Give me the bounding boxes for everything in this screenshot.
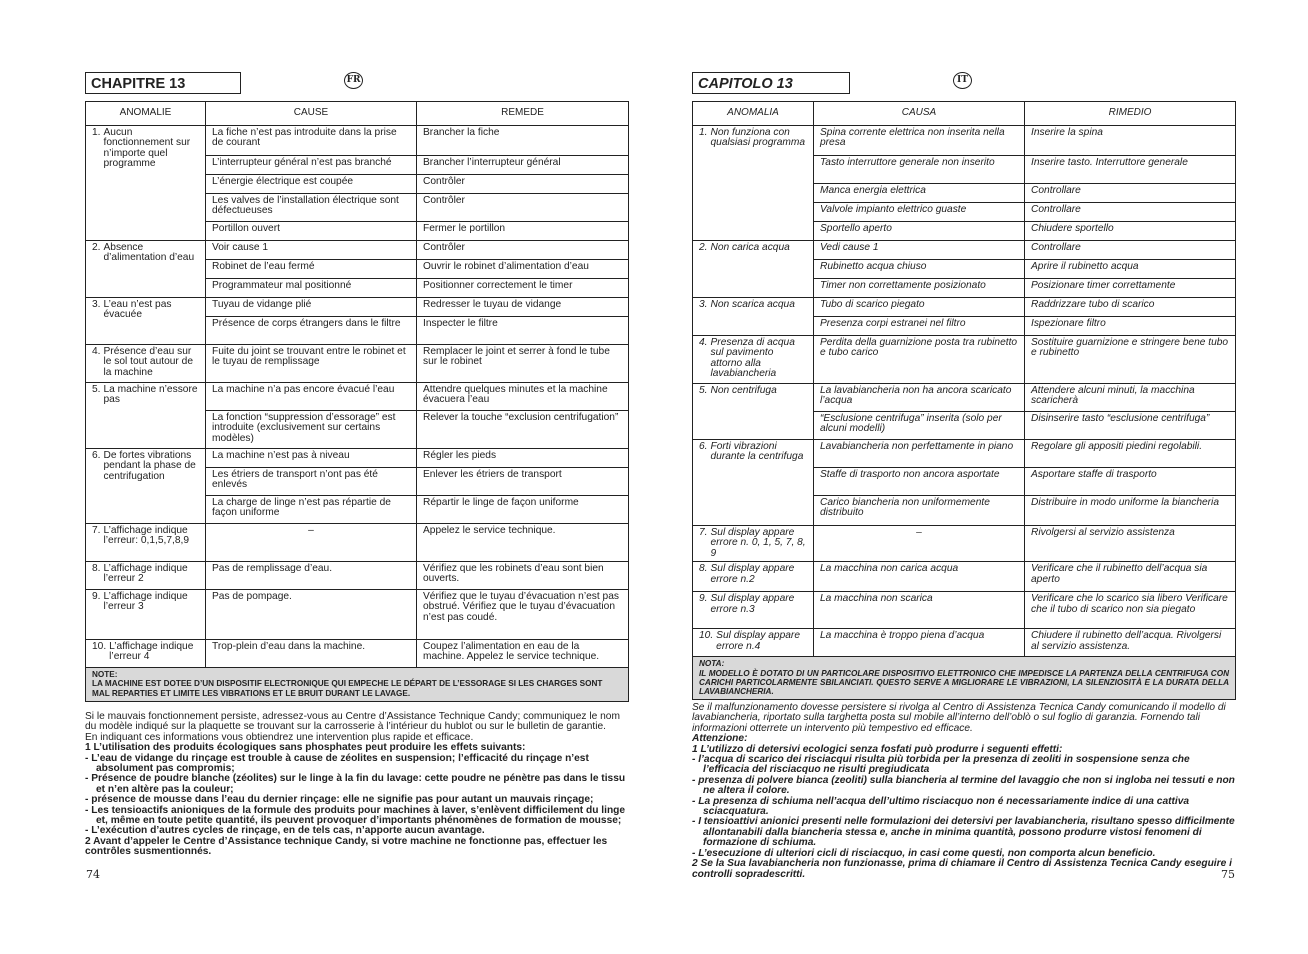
anomaly-label: Non scarica acqua bbox=[710, 299, 795, 310]
remedy-cell: Inserire tasto. Interruttore generale bbox=[1025, 156, 1236, 184]
remedy-cell: Controllare bbox=[1025, 241, 1236, 260]
troubleshooting-table bbox=[692, 101, 1236, 700]
cause-cell: “Esclusione centrifuga” inserita (solo per alcuni modelli) bbox=[814, 412, 1025, 440]
anomaly-label: L’affichage indique l’erreur: 0,1,5,7,8,9 bbox=[103, 525, 190, 547]
remedy-cell: Verificare che lo scarico sia libero Verificare che il tubo di scarico non sia piegato bbox=[1025, 592, 1236, 629]
note-row bbox=[693, 657, 1236, 700]
cause-cell: La fiche n’est pas introduite dans la prise de courant bbox=[206, 126, 417, 156]
remedy-cell: Ispezionare filtro bbox=[1025, 317, 1236, 336]
chapter-title: CAPITOLO 13 bbox=[692, 72, 850, 94]
paragraph: Si le mauvais fonctionnement persiste, adressez-vous au Centre d’Assistance Technique Candy; communiquez le nom du modèle indiqué sur la plaquette se trouvant sur la carrosserie à l’intérieur du hublot ou sur le bulletin de garantie. bbox=[85, 711, 620, 733]
paragraph: - L’eau de vidange du rinçage est trouble à cause de zéolites en suspension; l’efficacité du rinçage n’est absolument pas compromis; bbox=[85, 752, 589, 775]
cause-cell: Spina corrente elettrica non inserita nella presa bbox=[814, 126, 1025, 156]
anomaly-label: L’affichage indique l’erreur 2 bbox=[103, 563, 188, 585]
anomaly-label: L’affichage indique l’erreur 3 bbox=[103, 591, 188, 613]
anomaly-label: Non funziona con qualsiasi programma bbox=[710, 127, 806, 149]
table-row bbox=[86, 383, 629, 411]
anomaly-label: La machine n’essore pas bbox=[103, 384, 198, 406]
cause-cell: Perdita della guarnizione posta tra rubinetto e tubo carico bbox=[814, 336, 1025, 384]
header-cause: CAUSA bbox=[814, 102, 1025, 126]
cause-cell: La macchina non scarica bbox=[814, 592, 1025, 629]
paragraph: - l’acqua di scarico dei risciacqui risulta più torbida per la presenza di zeoliti in sospensione senza che l’efficacia del risciacquo ne risulti pregiudicata bbox=[692, 754, 1190, 776]
cause-cell: Valvole impianto elettrico guaste bbox=[814, 203, 1025, 222]
remedy-cell: Contrôler bbox=[417, 241, 629, 260]
table-row bbox=[86, 126, 629, 156]
cause-cell: La fonction “suppression d’essorage” est introduite (exclusivement sur certains modèles) bbox=[206, 411, 417, 449]
paragraph: Attenzione: bbox=[692, 733, 748, 745]
remedy-cell: Aprire il rubinetto acqua bbox=[1025, 260, 1236, 279]
cause-cell: Fuite du joint se trouvant entre le robinet et le tuyau de remplissage bbox=[206, 345, 417, 383]
cause-cell: La machine n’a pas encore évacué l’eau bbox=[206, 383, 417, 411]
anomaly-number: 9. bbox=[92, 591, 101, 602]
page-number: 74 bbox=[86, 868, 100, 881]
remedy-cell: Remplacer le joint et serrer à fond le tube sur le robinet bbox=[417, 345, 629, 383]
remedy-cell: Regolare gli appositi piedini regolabili. bbox=[1025, 440, 1236, 468]
paragraph: - I tensioattivi anionici presenti nelle formulazioni dei detersivi per lavabiancheria, risultano spesso difficilmente allontanabili dalla biancheria stessa e, anche in minima quantità, possono produrre vistosi fenomeni di formazione di schiuma. bbox=[692, 816, 1235, 849]
paragraph: 1 L’utilisation des produits écologiques sans phosphates peut produire les effets suivants: bbox=[85, 742, 526, 754]
anomaly-cell bbox=[693, 384, 814, 440]
anomaly-cell bbox=[86, 640, 206, 668]
remedy-cell: Distribuire in modo uniforme la biancheria bbox=[1025, 496, 1236, 526]
remedy-cell: Brancher l’interrupteur général bbox=[417, 156, 629, 175]
cause-cell: La macchina è troppo piena d’acqua bbox=[814, 629, 1025, 657]
anomaly-cell bbox=[86, 562, 206, 590]
anomaly-label: Sul display appare errore n.4 bbox=[716, 630, 800, 652]
remedy-cell: Chiudere sportello bbox=[1025, 222, 1236, 241]
anomaly-number: 8. bbox=[699, 563, 708, 575]
table-row bbox=[86, 241, 629, 260]
cause-cell: Tubo di scarico piegato bbox=[814, 298, 1025, 317]
remedy-cell: Contrôler bbox=[417, 175, 629, 194]
cause-cell: – bbox=[814, 526, 1025, 562]
anomaly-cell bbox=[693, 526, 814, 562]
header-remedy: RIMEDIO bbox=[1025, 102, 1236, 126]
anomaly-cell bbox=[693, 440, 814, 526]
remedy-cell: Redresser le tuyau de vidange bbox=[417, 298, 629, 317]
remedy-cell: Enlever les étriers de transport bbox=[417, 468, 629, 496]
remedy-cell: Asportare staffe di trasporto bbox=[1025, 468, 1236, 496]
anomaly-number: 10. bbox=[92, 641, 107, 652]
cause-cell: La lavabiancheria non ha ancora scaricato l’acqua bbox=[814, 384, 1025, 412]
cause-cell: Trop-plein d’eau dans la machine. bbox=[206, 640, 417, 668]
paragraph: - La presenza di schiuma nell’acqua dell’ultimo risciacquo non é necessariamente indice di una cattiva sciacquatura. bbox=[692, 795, 1190, 818]
anomaly-number: 4. bbox=[699, 337, 708, 348]
remedy-cell: Brancher la fiche bbox=[417, 126, 629, 156]
anomaly-label: Non centrifuga bbox=[710, 385, 777, 396]
anomaly-number: 2. bbox=[92, 242, 101, 253]
remedy-cell: Verificare che il rubinetto dell’acqua sia aperto bbox=[1025, 562, 1236, 592]
anomaly-label: Forti vibrazioni durante la centrifuga bbox=[710, 441, 804, 463]
paragraph: Se il malfunzionamento dovesse persistere si rivolga al Centro di Assistenza Tecnica Candy comunicando il modello di lavabiancheria, riportato sulla targhetta posta sul mobile all’interno dell’oblò o sul foglio di garanzia. Fornendo tali informazioni otterrete un intervento più tempestivo ed efficace. bbox=[692, 702, 1226, 734]
note-text: IL MODELLO È DOTATO DI UN PARTICOLARE DISPOSITIVO ELETTRONICO CHE IMPEDISCE LA PARTENZA DELLA CENTRIFUGA CON CARICHI PARTICOLARMENTE SBILANCIATI. QUESTO SERVE A MIGLIORARE LE VIBRAZIONI, LA SILENZIOSITÀ E LA DURATA DELLA LAVABIANCHERIA. bbox=[699, 668, 1229, 697]
anomaly-number: 3. bbox=[699, 299, 708, 310]
remedy-cell: Relever la touche “exclusion centrifugation” bbox=[417, 411, 629, 449]
table-body bbox=[86, 126, 629, 702]
anomaly-cell bbox=[86, 126, 206, 241]
remedy-cell: Attendere alcuni minuti, la macchina scaricherà bbox=[1025, 384, 1236, 412]
anomaly-number: 5. bbox=[92, 384, 101, 395]
anomaly-cell bbox=[693, 126, 814, 241]
cause-cell: Manca energia elettrica bbox=[814, 184, 1025, 203]
paragraph: - presenza di polvere bianca (zeoliti) sulla biancheria al termine del lavaggio che non si ingloba nei tessuti e non ne altera il colore. bbox=[692, 774, 1235, 797]
language-badge: IT bbox=[953, 72, 972, 89]
cause-cell: Tuyau de vidange plié bbox=[206, 298, 417, 317]
cause-cell: Robinet de l’eau fermé bbox=[206, 260, 417, 279]
cause-cell: Presenza corpi estranei nel filtro bbox=[814, 317, 1025, 336]
anomaly-number: 10. bbox=[699, 630, 714, 642]
note-cell bbox=[86, 668, 629, 702]
anomaly-label: Présence d’eau sur le sol tout autour de la machine bbox=[103, 346, 193, 378]
anomaly-number: 6. bbox=[92, 450, 101, 461]
header-cause: CAUSE bbox=[206, 102, 417, 126]
remedy-cell: Régler les pieds bbox=[417, 449, 629, 468]
anomaly-cell bbox=[693, 241, 814, 298]
anomaly-number: 5. bbox=[699, 385, 708, 396]
anomaly-number: 1. bbox=[699, 127, 708, 138]
table-row bbox=[86, 590, 629, 640]
anomaly-cell bbox=[86, 241, 206, 298]
remedy-cell: Vérifiez que le tuyau d’évacuation n’est pas obstrué. Vérifiez que le tuyau d’évacuation n’est pas coudé. bbox=[417, 590, 629, 640]
cause-cell: Les étriers de transport n’ont pas été enlevés bbox=[206, 468, 417, 496]
remedy-cell: Posizionare timer correttamente bbox=[1025, 279, 1236, 298]
page-number: 75 bbox=[1221, 868, 1235, 881]
header-anomaly: ANOMALIA bbox=[693, 102, 814, 126]
note-title: NOTA: bbox=[699, 659, 725, 669]
paragraph: - Présence de poudre blanche (zéolites) sur le linge à la fin du lavage: cette poudre ne pénètre pas dans le tissu et n’en altère pas la couleur; bbox=[85, 773, 626, 795]
header-anomaly: ANOMALIE bbox=[86, 102, 206, 126]
table-row bbox=[86, 298, 629, 317]
cause-cell: Portillon ouvert bbox=[206, 222, 417, 241]
anomaly-number: 3. bbox=[92, 299, 101, 310]
note-cell bbox=[693, 657, 1236, 700]
remedy-cell: Ouvrir le robinet d’alimentation d’eau bbox=[417, 260, 629, 279]
anomaly-cell bbox=[86, 345, 206, 383]
cause-cell: Voir cause 1 bbox=[206, 241, 417, 260]
paragraph: - présence de mousse dans l’eau du dernier rinçage: elle ne signifie pas pour autant un mauvais rinçage; bbox=[85, 794, 594, 806]
anomaly-label: Presenza di acqua sul pavimento attorno alla lavabiancheria bbox=[710, 337, 795, 380]
remedy-cell: Positionner correctement le timer bbox=[417, 279, 629, 298]
anomaly-label: Sul display appare errore n.2 bbox=[710, 563, 795, 585]
chapter-title: CHAPITRE 13 bbox=[85, 72, 241, 94]
note-row bbox=[86, 668, 629, 702]
anomaly-number: 7. bbox=[699, 527, 708, 538]
anomaly-number: 1. bbox=[92, 127, 101, 138]
body-text bbox=[85, 712, 630, 858]
remedy-cell: Fermer le portillon bbox=[417, 222, 629, 241]
note-title: NOTE: bbox=[92, 670, 118, 679]
cause-cell: Vedi cause 1 bbox=[814, 241, 1025, 260]
table-row bbox=[693, 440, 1236, 468]
paragraph: - Les tensioactifs anioniques de la formule des produits pour machines à laver, s’enlèvent difficilement du linge et, même en toute petite quantité, ils peuvent provoquer d’importants phénomènes de formation de mousse; bbox=[85, 804, 626, 827]
remedy-cell: Rivolgersi al servizio assistenza bbox=[1025, 526, 1236, 562]
cause-cell: Pas de pompage. bbox=[206, 590, 417, 640]
table-row bbox=[693, 562, 1236, 592]
table-row bbox=[693, 526, 1236, 562]
anomaly-label: Aucun fonctionnement sur n’importe quel programme bbox=[103, 127, 191, 170]
remedy-cell: Controllare bbox=[1025, 203, 1236, 222]
table-row bbox=[86, 449, 629, 468]
cause-cell: – bbox=[206, 524, 417, 562]
remedy-cell: Coupez l’alimentation en eau de la machine. Appelez le service technique. bbox=[417, 640, 629, 668]
cause-cell: La macchina non carica acqua bbox=[814, 562, 1025, 592]
remedy-cell: Répartir le linge de façon uniforme bbox=[417, 496, 629, 524]
table-row bbox=[693, 384, 1236, 412]
remedy-cell: Raddrizzare tubo di scarico bbox=[1025, 298, 1236, 317]
table-row bbox=[86, 562, 629, 590]
paragraph: 2 Se la Sua lavabiancheria non funzionasse, prima di chiamare il Centro di Assistenza Tecnica Candy eseguire i controlli sopradescritti. bbox=[692, 858, 1232, 880]
anomaly-number: 8. bbox=[92, 563, 101, 574]
cause-cell: Présence de corps étrangers dans le filtre bbox=[206, 317, 417, 345]
paragraph: - L’exécution d’autres cycles de rinçage, en de tels cas, n’apporte aucun avantage. bbox=[85, 825, 485, 837]
table-row bbox=[86, 524, 629, 562]
anomaly-label: L’eau n’est pas évacuée bbox=[103, 299, 172, 321]
cause-cell: Staffe di trasporto non ancora asportate bbox=[814, 468, 1025, 496]
anomaly-label: Sul display appare errore n. 0, 1, 5, 7, 8, 9 bbox=[710, 527, 806, 559]
cause-cell: Programmateur mal positionné bbox=[206, 279, 417, 298]
remedy-cell: Controllare bbox=[1025, 184, 1236, 203]
anomaly-cell bbox=[693, 592, 814, 629]
remedy-cell: Contrôler bbox=[417, 194, 629, 222]
cause-cell: La machine n’est pas à niveau bbox=[206, 449, 417, 468]
remedy-cell: Appelez le service technique. bbox=[417, 524, 629, 562]
table-row bbox=[693, 241, 1236, 260]
paragraph: - L’esecuzione di ulteriori cicli di risciacquo, in casi come questi, non comporta alcun beneficio. bbox=[692, 847, 1156, 859]
anomaly-number: 6. bbox=[699, 441, 708, 452]
paragraph: En indiquant ces informations vous obtiendrez une intervention plus rapide et efficace. bbox=[85, 731, 474, 743]
header-remedy: REMEDE bbox=[417, 102, 629, 126]
cause-cell: La charge de linge n’est pas répartie de façon uniforme bbox=[206, 496, 417, 524]
table-row bbox=[86, 640, 629, 668]
language-badge: FR bbox=[344, 72, 363, 89]
table-body bbox=[693, 126, 1236, 700]
cause-cell: Timer non correttamente posizionato bbox=[814, 279, 1025, 298]
cause-cell: Lavabiancheria non perfettamente in piano bbox=[814, 440, 1025, 468]
cause-cell: Les valves de l’installation électrique sont défectueuses bbox=[206, 194, 417, 222]
anomaly-label: Non carica acqua bbox=[710, 242, 790, 253]
anomaly-cell bbox=[693, 562, 814, 592]
anomaly-cell bbox=[86, 383, 206, 449]
remedy-cell: Disinserire tasto “esclusione centrifuga” bbox=[1025, 412, 1236, 440]
anomaly-cell bbox=[86, 449, 206, 524]
remedy-cell: Attendre quelques minutes et la machine évacuera l’eau bbox=[417, 383, 629, 411]
remedy-cell: Inserire la spina bbox=[1025, 126, 1236, 156]
remedy-cell: Inspecter le filtre bbox=[417, 317, 629, 345]
anomaly-number: 4. bbox=[92, 346, 101, 357]
table-row bbox=[693, 126, 1236, 156]
table-row bbox=[693, 592, 1236, 629]
anomaly-cell bbox=[693, 336, 814, 384]
body-text bbox=[692, 703, 1237, 880]
table-row bbox=[86, 345, 629, 383]
anomaly-cell bbox=[693, 298, 814, 336]
anomaly-number: 9. bbox=[699, 593, 708, 605]
cause-cell: L’interrupteur général n’est pas branché bbox=[206, 156, 417, 175]
table-row bbox=[693, 336, 1236, 384]
cause-cell: Carico biancheria non uniformemente distribuito bbox=[814, 496, 1025, 526]
anomaly-number: 2. bbox=[699, 242, 708, 253]
cause-cell: Tasto interruttore generale non inserito bbox=[814, 156, 1025, 184]
remedy-cell: Vérifiez que les robinets d’eau sont bien ouverts. bbox=[417, 562, 629, 590]
troubleshooting-table bbox=[85, 101, 629, 702]
table-row bbox=[693, 298, 1236, 317]
note-text: LA MACHINE EST DOTEE D’UN DISPOSITIF ELECTRONIQUE QUI EMPECHE LE DÉPART DE L’ESSORAGE SI LES CHARGES SONT MAL REPARTIES ET LIMITE LES VIBRATIONS ET LE BRUIT DURANT LE LAVAGE. bbox=[92, 679, 603, 698]
cause-cell: Rubinetto acqua chiuso bbox=[814, 260, 1025, 279]
remedy-cell: Chiudere il rubinetto dell’acqua. Rivolgersi al servizio assistenza. bbox=[1025, 629, 1236, 657]
page-right-italian bbox=[654, 0, 1308, 954]
anomaly-label: De fortes vibrations pendant la phase de centrifugation bbox=[103, 450, 196, 482]
anomaly-cell bbox=[693, 629, 814, 657]
anomaly-label: Sul display appare errore n.3 bbox=[710, 593, 795, 615]
cause-cell: Pas de remplissage d’eau. bbox=[206, 562, 417, 590]
remedy-cell: Sostituire guarnizione e stringere bene tubo e rubinetto bbox=[1025, 336, 1236, 384]
paragraph: 2 Avant d’appeler le Centre d’Assistance technique Candy, si votre machine ne fonctionne pas, effectuer les contrôles susmentionnés. bbox=[85, 835, 608, 858]
cause-cell: L’énergie électrique est coupée bbox=[206, 175, 417, 194]
anomaly-cell bbox=[86, 590, 206, 640]
anomaly-cell bbox=[86, 298, 206, 345]
cause-cell: Sportello aperto bbox=[814, 222, 1025, 241]
anomaly-label: Absence d’alimentation d’eau bbox=[103, 242, 195, 264]
anomaly-number: 7. bbox=[92, 525, 101, 536]
paragraph: 1 L’utilizzo di detersivi ecologici senza fosfati può produrre i seguenti effetti: bbox=[692, 743, 1063, 755]
anomaly-cell bbox=[86, 524, 206, 562]
table-row bbox=[693, 629, 1236, 657]
anomaly-label: L’affichage indique l’erreur 4 bbox=[109, 641, 194, 663]
